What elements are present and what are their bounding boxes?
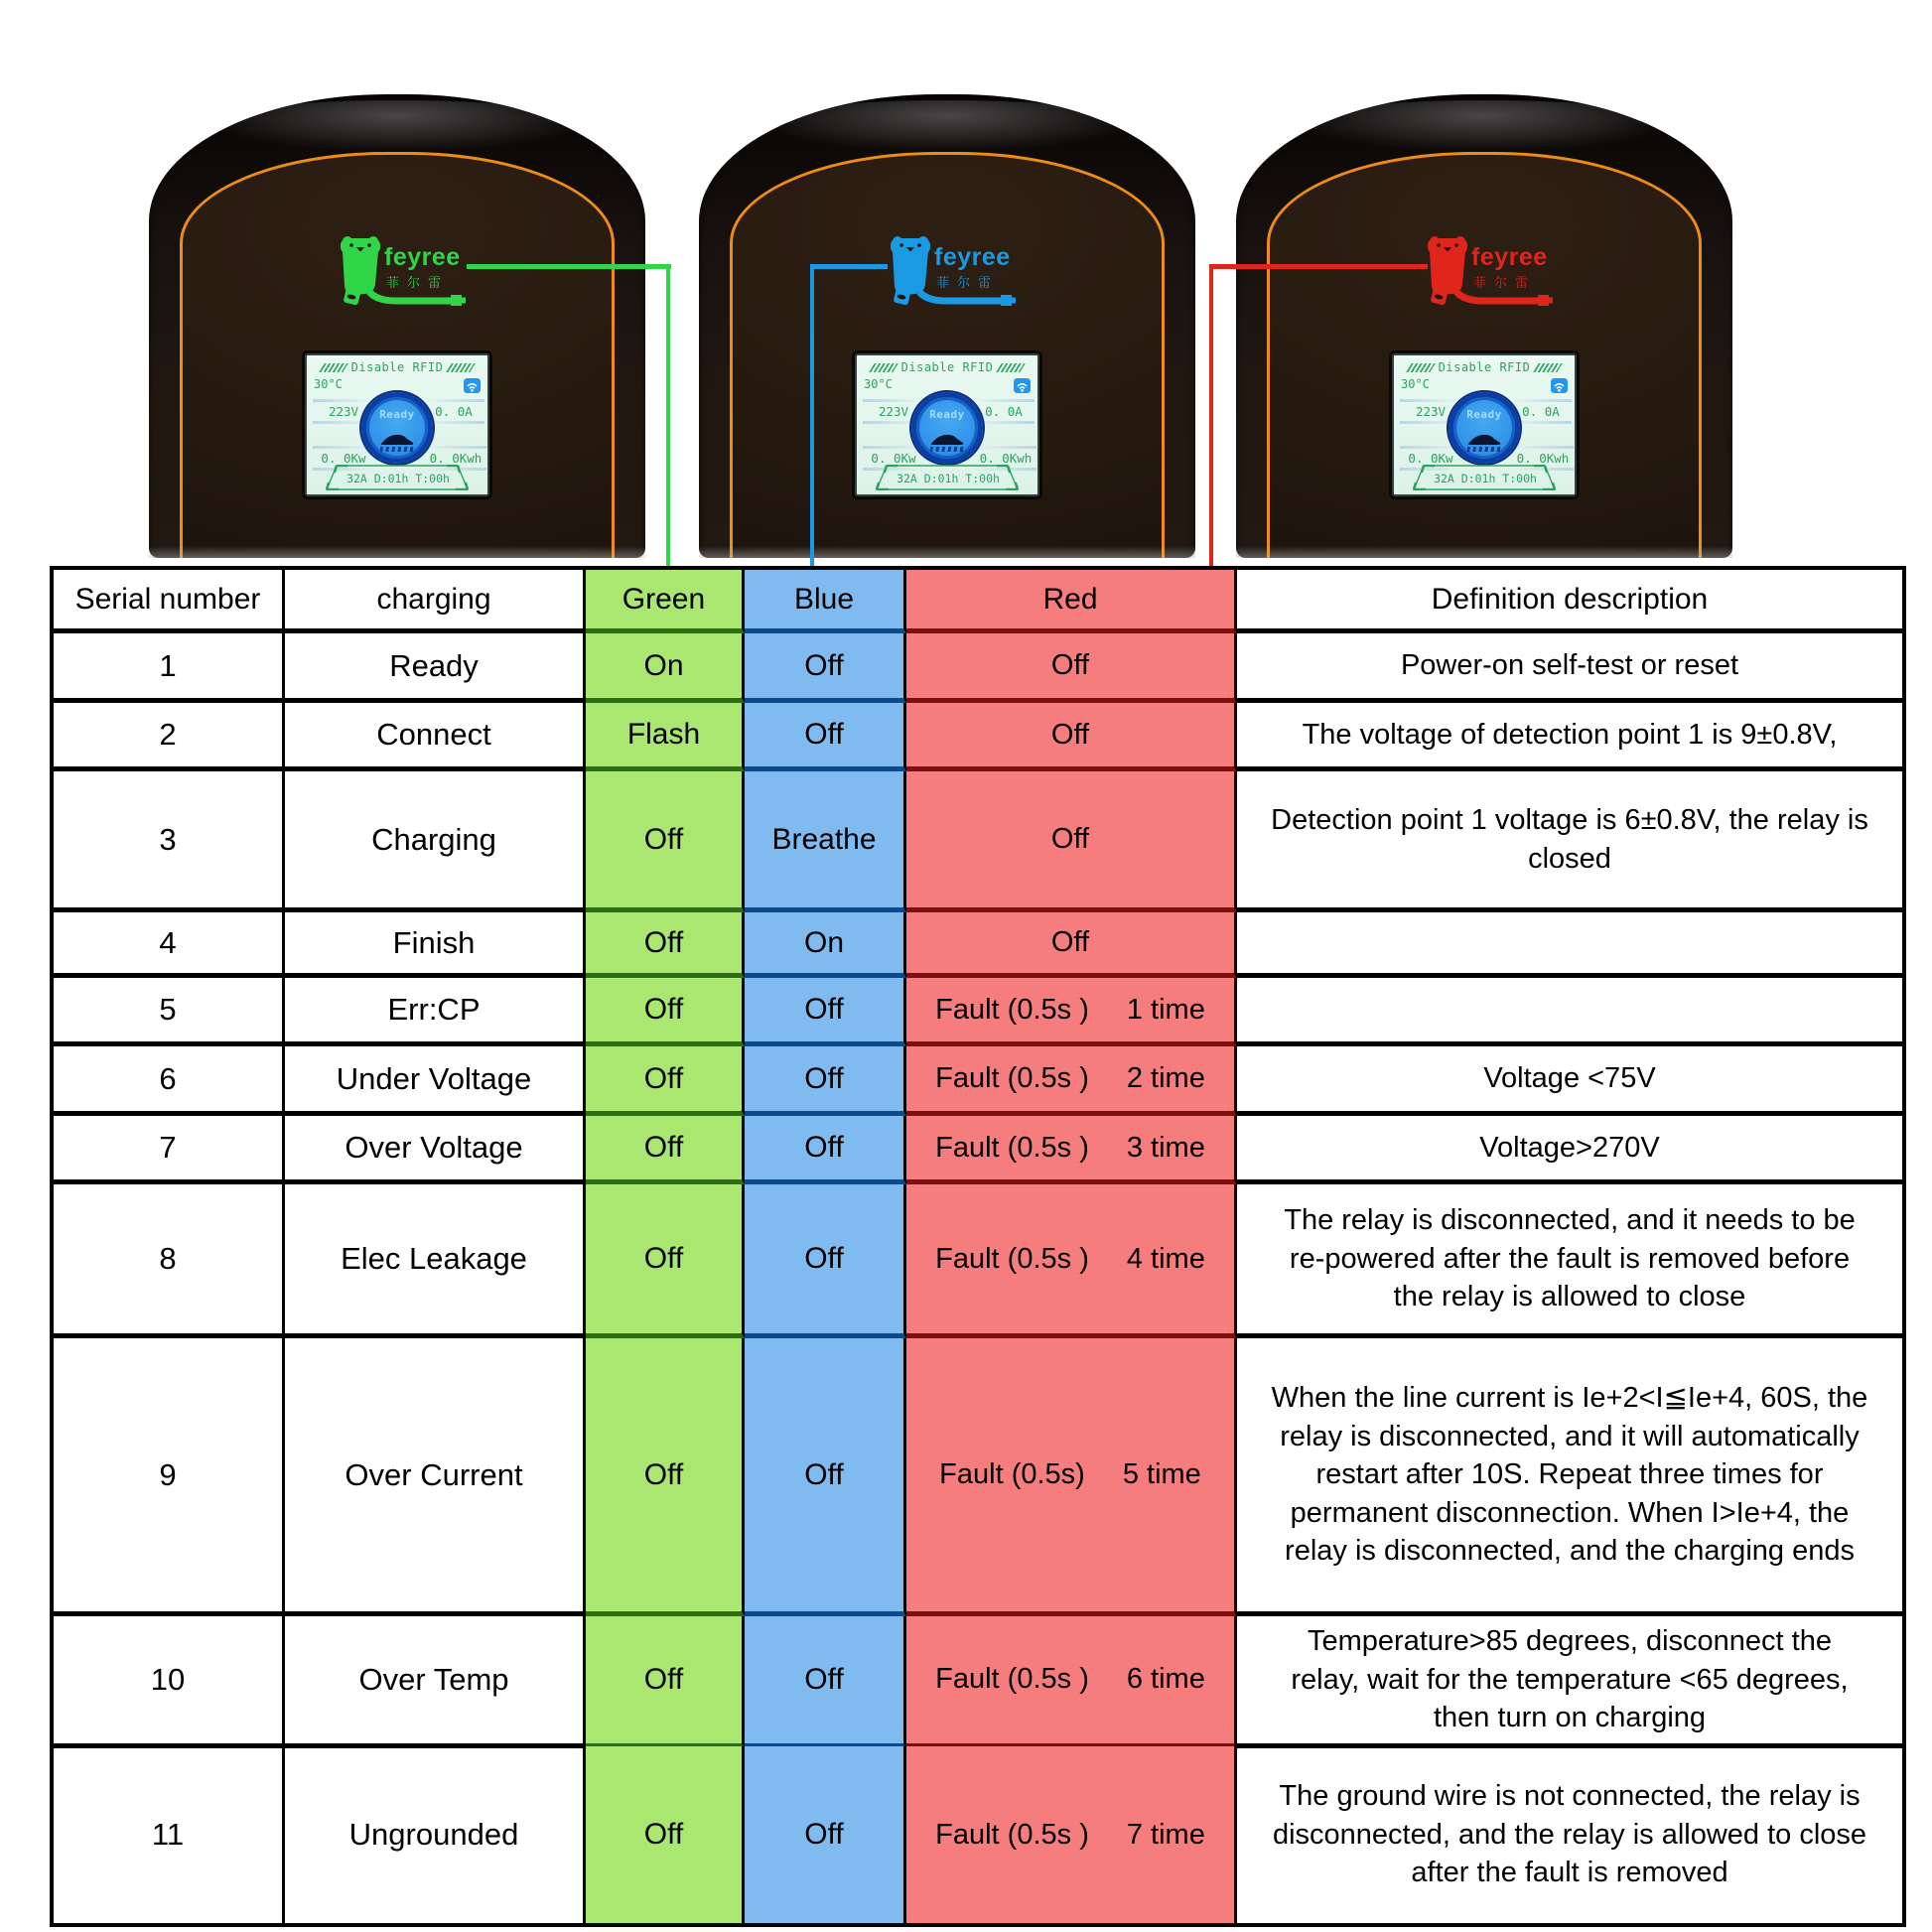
definition-cell: When the line current is Ie+2<I≦Ie+4, 60S, the relay is disconnected, and it will automatically restart after 10S. Repeat three times for permanent disconnection. When I>Ie+4, the relay is disconnected, and the charging ends xyxy=(1237,1338,1902,1616)
brand-name: feyree xyxy=(384,243,461,271)
definition-cell: Detection point 1 voltage is 6±0.8V, the relay is closed xyxy=(1237,771,1902,912)
state-cell: Elec Leakage xyxy=(285,1184,586,1338)
table-row xyxy=(54,1616,1902,1746)
hatch-decoration-icon xyxy=(869,363,898,372)
voltage-readout: 223V xyxy=(863,397,924,426)
serial-cell: 5 xyxy=(54,978,285,1046)
green-led-cell: On xyxy=(586,633,745,703)
hatch-decoration-icon xyxy=(997,363,1027,372)
status-text: Ready xyxy=(929,408,965,421)
blue-led-cell: Off xyxy=(745,1184,906,1338)
header-red: Red xyxy=(906,570,1237,633)
serial-cell: 9 xyxy=(54,1338,285,1616)
charger-screen xyxy=(855,353,1039,496)
state-cell: Err:CP xyxy=(285,978,586,1046)
red-led-cell: Off xyxy=(906,771,1237,912)
temperature-readout: 30°C xyxy=(1401,377,1430,391)
serial-cell: 7 xyxy=(54,1116,285,1184)
car-icon xyxy=(1466,433,1502,446)
status-ring xyxy=(361,392,433,464)
state-cell: Under Voltage xyxy=(285,1046,586,1116)
screen-title: Disable RFID xyxy=(900,360,994,374)
table-row xyxy=(54,978,1902,1046)
current-readout: 0. 0A xyxy=(423,397,484,426)
definition-cell xyxy=(1237,912,1902,978)
state-cell: Charging xyxy=(285,771,586,912)
road-stripes-icon xyxy=(930,447,964,452)
green-led-cell: Off xyxy=(586,912,745,978)
screen-title: Disable RFID xyxy=(1438,360,1531,374)
serial-cell: 6 xyxy=(54,1046,285,1116)
green-led-cell: Off xyxy=(586,771,745,912)
red-led-cell: Fault (0.5s) 5 time xyxy=(906,1338,1237,1616)
blue-led-cell: Off xyxy=(745,1746,906,1923)
temperature-readout: 30°C xyxy=(314,377,343,391)
definition-cell: The relay is disconnected, and it needs to be re-powered after the fault is removed before the relay is allowed to close xyxy=(1237,1184,1902,1338)
green-led-cell: Off xyxy=(586,1046,745,1116)
table-row xyxy=(54,1746,1902,1923)
state-cell: Ready xyxy=(285,633,586,703)
red-led-cell: Fault (0.5s ) 7 time xyxy=(906,1746,1237,1923)
green-led-cell: Off xyxy=(586,1338,745,1616)
blue-led-cell: Off xyxy=(745,1338,906,1616)
serial-cell: 10 xyxy=(54,1616,285,1748)
table-row xyxy=(54,1116,1902,1184)
table-header-row xyxy=(54,570,1902,633)
definition-cell: Power-on self-test or reset xyxy=(1237,633,1902,703)
definition-cell: The ground wire is not connected, the relay is disconnected, and the relay is allowed to close after the fault is removed xyxy=(1272,1780,1867,1889)
green-led-cell: Off xyxy=(586,978,745,1046)
wifi-icon xyxy=(1014,378,1031,393)
red-led-cell: Fault (0.5s ) 6 time xyxy=(906,1616,1237,1748)
screen-footer xyxy=(1410,465,1559,490)
state-cell: Finish xyxy=(285,912,586,978)
blue-led-cell: On xyxy=(745,912,906,978)
brand-name: feyree xyxy=(934,243,1011,271)
brand-name-cn: 菲尔雷 xyxy=(386,275,450,290)
serial-cell: 8 xyxy=(54,1184,285,1338)
green-led-cell: Off xyxy=(586,1116,745,1184)
state-cell: Ungrounded xyxy=(285,1746,586,1923)
hatch-decoration-icon xyxy=(1406,363,1436,372)
table-row xyxy=(54,1184,1902,1338)
table-row xyxy=(54,771,1902,912)
power-readout: 0. 0Kw xyxy=(1400,444,1461,473)
hatch-decoration-icon xyxy=(447,363,477,372)
feyree-logo xyxy=(890,235,1021,307)
hatch-decoration-icon xyxy=(319,363,348,372)
brand-name: feyree xyxy=(1471,243,1548,271)
power-readout: 0. 0Kw xyxy=(863,444,924,473)
blue-led-cell: Off xyxy=(745,1116,906,1184)
led-status-table xyxy=(50,566,1906,1927)
header-definition: Definition description xyxy=(1237,570,1902,633)
header-green: Green xyxy=(586,570,745,633)
definition-cell: Temperature>85 degrees, disconnect the relay, wait for the temperature <65 degrees, then turn on charging xyxy=(1237,1616,1902,1748)
blue-led-cell: Off xyxy=(745,1616,906,1748)
brand-name-cn: 菲尔雷 xyxy=(1473,275,1537,290)
blue-led-cell: Off xyxy=(745,978,906,1046)
car-icon xyxy=(379,433,415,446)
header-blue: Blue xyxy=(745,570,906,633)
red-led-cell: Fault (0.5s ) 4 time xyxy=(906,1184,1237,1338)
table-row xyxy=(54,912,1902,978)
state-cell: Connect xyxy=(285,703,586,771)
green-led-cell: Off xyxy=(586,1184,745,1338)
charger-screen xyxy=(305,353,489,496)
charger-red xyxy=(1236,94,1732,558)
current-readout: 0. 0A xyxy=(1510,397,1572,426)
screen-title: Disable RFID xyxy=(350,360,444,374)
brand-name-cn: 菲尔雷 xyxy=(936,275,1000,290)
serial-cell: 11 xyxy=(54,1746,285,1923)
power-readout: 0. 0Kw xyxy=(313,444,374,473)
road-stripes-icon xyxy=(380,447,414,452)
temperature-readout: 30°C xyxy=(864,377,893,391)
definition-cell xyxy=(1237,978,1902,1046)
car-icon xyxy=(929,433,965,446)
table-row xyxy=(54,633,1902,703)
serial-cell: 1 xyxy=(54,633,285,703)
red-led-cell: Fault (0.5s ) 1 time xyxy=(906,978,1237,1046)
blue-led-cell: Off xyxy=(745,1046,906,1116)
status-ring xyxy=(911,392,983,464)
energy-readout: 0. 0Kwh xyxy=(1512,444,1574,473)
header-serial-number: Serial number xyxy=(54,570,285,633)
status-text: Ready xyxy=(1466,408,1502,421)
screen-footer xyxy=(323,465,472,490)
definition-cell: The voltage of detection point 1 is 9±0.8V, xyxy=(1237,703,1902,771)
green-led-cell: Flash xyxy=(586,703,745,771)
serial-cell: 4 xyxy=(54,912,285,978)
red-led-cell: Off xyxy=(906,633,1237,703)
svg-text:32A D:01h T:00h: 32A D:01h T:00h xyxy=(346,472,450,485)
table-row xyxy=(54,1338,1902,1616)
charger-screen xyxy=(1392,353,1577,496)
charger-green xyxy=(149,94,645,558)
green-led-cell: Off xyxy=(586,1616,745,1748)
wifi-icon xyxy=(464,378,481,393)
hatch-decoration-icon xyxy=(1534,363,1564,372)
charger-blue xyxy=(699,94,1195,558)
status-text: Ready xyxy=(379,408,415,421)
blue-led-cell: Breathe xyxy=(745,771,906,912)
voltage-readout: 223V xyxy=(313,397,374,426)
table-row xyxy=(54,1046,1902,1116)
road-stripes-icon xyxy=(1467,447,1501,452)
red-led-cell: Off xyxy=(906,912,1237,978)
red-led-cell: Fault (0.5s ) 2 time xyxy=(906,1046,1237,1116)
feyree-logo xyxy=(340,235,471,307)
svg-text:32A D:01h T:00h: 32A D:01h T:00h xyxy=(897,472,1000,485)
definition-cell: Voltage>270V xyxy=(1237,1116,1902,1184)
state-cell: Over Voltage xyxy=(285,1116,586,1184)
feyree-logo xyxy=(1427,235,1558,307)
serial-cell: 2 xyxy=(54,703,285,771)
voltage-readout: 223V xyxy=(1400,397,1461,426)
svg-text:32A D:01h T:00h: 32A D:01h T:00h xyxy=(1434,472,1537,485)
serial-cell: 3 xyxy=(54,771,285,912)
header-charging: charging xyxy=(285,570,586,633)
state-cell: Over Current xyxy=(285,1338,586,1616)
table-row xyxy=(54,703,1902,771)
energy-readout: 0. 0Kwh xyxy=(975,444,1036,473)
blue-led-cell: Off xyxy=(745,633,906,703)
definition-cell: Voltage <75V xyxy=(1237,1046,1902,1116)
blue-led-cell: Off xyxy=(745,703,906,771)
red-led-cell: Fault (0.5s ) 3 time xyxy=(906,1116,1237,1184)
state-cell: Over Temp xyxy=(285,1616,586,1748)
green-led-cell: Off xyxy=(586,1746,745,1923)
screen-footer xyxy=(873,465,1022,490)
red-led-cell: Off xyxy=(906,703,1237,771)
energy-readout: 0. 0Kwh xyxy=(425,444,486,473)
wifi-icon xyxy=(1551,378,1568,393)
current-readout: 0. 0A xyxy=(973,397,1035,426)
status-ring xyxy=(1449,392,1520,464)
